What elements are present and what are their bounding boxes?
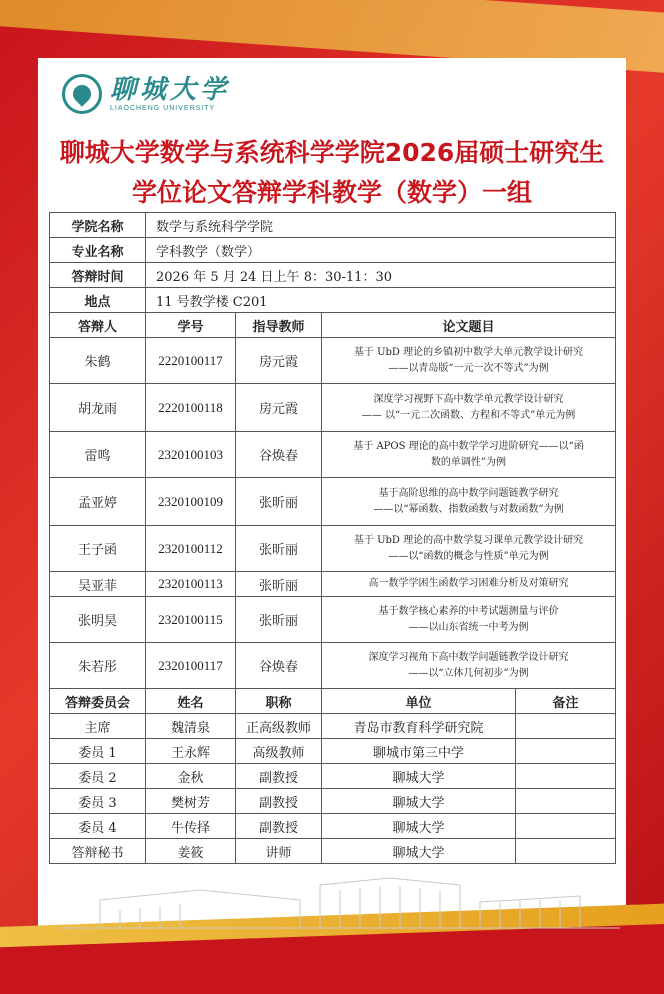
committee-header-row xyxy=(50,689,616,714)
committee-unit: 聊城大学 xyxy=(322,839,516,864)
topic-line1: 基于 APOS 理论的高中数学学习进阶研究——以“函 xyxy=(353,440,584,452)
topic-line1: 深度学习视角下高中数学问题链教学设计研究 xyxy=(368,651,569,663)
committee-note xyxy=(516,814,616,839)
university-logo xyxy=(62,74,230,114)
student-row xyxy=(50,478,616,526)
student-row xyxy=(50,572,616,597)
committee-note xyxy=(516,764,616,789)
topic-line2: ——以山东省统一中考为例 xyxy=(408,621,529,633)
info-label: 学院名称 xyxy=(50,213,146,238)
student-advisor: 张昕丽 xyxy=(236,526,322,572)
committee-note xyxy=(516,739,616,764)
student-id: 2320100112 xyxy=(146,526,236,572)
committee-name: 牛传择 xyxy=(146,814,236,839)
student-name: 王子函 xyxy=(50,526,146,572)
topic-line1: 高一数学学困生函数学习困难分析及对策研究 xyxy=(368,578,569,589)
student-name: 张明昊 xyxy=(50,597,146,643)
header-thesis-topic: 论文题目 xyxy=(322,313,616,338)
committee-unit: 聊城大学 xyxy=(322,814,516,839)
info-row xyxy=(50,238,616,263)
committee-role: 答辩秘书 xyxy=(50,839,146,864)
student-name: 胡龙雨 xyxy=(50,384,146,432)
committee-role: 主席 xyxy=(50,714,146,739)
header-committee-name: 姓名 xyxy=(146,689,236,714)
student-thesis-topic xyxy=(322,478,616,526)
student-advisor: 房元霞 xyxy=(236,384,322,432)
topic-line1: 基于 UbD 理论的高中数学复习课单元教学设计研究 xyxy=(353,534,584,546)
topic-line2: ——以青岛版“一元一次不等式”为例 xyxy=(388,362,549,374)
committee-name: 金秋 xyxy=(146,764,236,789)
topic-line2: ——以“函数的概念与性质”单元为例 xyxy=(388,550,549,562)
committee-row xyxy=(50,814,616,839)
info-value: 学科教学（数学） xyxy=(146,238,616,263)
info-row xyxy=(50,263,616,288)
page-title-line1: 聊城大学数学与系统科学学院2026届硕士研究生 xyxy=(59,138,605,167)
info-row xyxy=(50,288,616,313)
committee-note xyxy=(516,714,616,739)
header-student-id: 学号 xyxy=(146,313,236,338)
info-label: 专业名称 xyxy=(50,238,146,263)
committee-row xyxy=(50,714,616,739)
committee-role: 委员 4 xyxy=(50,814,146,839)
header-committee-role: 答辩委员会 xyxy=(50,689,146,714)
student-row xyxy=(50,597,616,643)
committee-role: 委员 3 xyxy=(50,789,146,814)
topic-line2: ——以“立体几何初步”为例 xyxy=(408,667,529,679)
info-value: 11 号教学楼 C201 xyxy=(146,288,616,313)
student-row xyxy=(50,432,616,478)
header-committee-title: 职称 xyxy=(236,689,322,714)
committee-unit: 聊城大学 xyxy=(322,764,516,789)
student-advisor: 谷焕春 xyxy=(236,643,322,689)
defense-schedule-table xyxy=(49,212,616,864)
info-label: 地点 xyxy=(50,288,146,313)
student-id: 2320100115 xyxy=(146,597,236,643)
student-name: 孟亚婷 xyxy=(50,478,146,526)
student-advisor: 张昕丽 xyxy=(236,597,322,643)
header-advisor: 指导教师 xyxy=(236,313,322,338)
student-thesis-topic xyxy=(322,384,616,432)
info-row xyxy=(50,213,616,238)
topic-line2: ——以“幂函数、指数函数与对数函数”为例 xyxy=(373,503,564,515)
committee-unit: 聊城大学 xyxy=(322,789,516,814)
committee-name: 王永辉 xyxy=(146,739,236,764)
student-advisor: 张昕丽 xyxy=(236,478,322,526)
student-row xyxy=(50,338,616,384)
topic-line2: —— 以“一元二次函数、方程和不等式”单元为例 xyxy=(361,409,576,421)
page-title-line2: 学位论文答辩学科教学（数学）一组 xyxy=(131,178,532,207)
committee-note xyxy=(516,839,616,864)
topic-line1: 深度学习视野下高中数学单元教学设计研究 xyxy=(373,393,564,405)
student-name: 朱鹤 xyxy=(50,338,146,384)
committee-row xyxy=(50,739,616,764)
header-student-name: 答辩人 xyxy=(50,313,146,338)
info-value: 2026 年 5 月 24 日上午 8：30-11：30 xyxy=(146,263,616,288)
committee-title: 正高级教师 xyxy=(236,714,322,739)
university-name-english: LIAOCHENG UNIVERSITY xyxy=(110,104,216,112)
student-thesis-topic xyxy=(322,643,616,689)
student-name: 雷鸣 xyxy=(50,432,146,478)
committee-role: 委员 1 xyxy=(50,739,146,764)
committee-note xyxy=(516,789,616,814)
student-name: 吴亚菲 xyxy=(50,572,146,597)
university-emblem-icon xyxy=(62,74,102,114)
campus-building-illustration xyxy=(60,870,620,930)
student-advisor: 张昕丽 xyxy=(236,572,322,597)
committee-title: 讲师 xyxy=(236,839,322,864)
student-advisor: 房元霞 xyxy=(236,338,322,384)
university-name: 聊城大学 xyxy=(110,74,231,105)
student-id: 2320100117 xyxy=(146,643,236,689)
committee-unit: 青岛市教育科学研究院 xyxy=(322,714,516,739)
committee-title: 副教授 xyxy=(236,789,322,814)
topic-line2: 数的单调性”为例 xyxy=(430,456,507,468)
student-id: 2320100109 xyxy=(146,478,236,526)
header-committee-note: 备注 xyxy=(516,689,616,714)
committee-name: 姜筱 xyxy=(146,839,236,864)
student-id: 2320100103 xyxy=(146,432,236,478)
committee-row xyxy=(50,764,616,789)
student-thesis-topic xyxy=(322,432,616,478)
student-name: 朱若彤 xyxy=(50,643,146,689)
student-advisor: 谷焕春 xyxy=(236,432,322,478)
student-thesis-topic xyxy=(322,597,616,643)
student-thesis-topic xyxy=(322,572,616,597)
committee-name: 魏清泉 xyxy=(146,714,236,739)
student-thesis-topic xyxy=(322,338,616,384)
info-value: 数学与系统科学学院 xyxy=(146,213,616,238)
student-row xyxy=(50,384,616,432)
student-row xyxy=(50,526,616,572)
committee-title: 副教授 xyxy=(236,814,322,839)
committee-row xyxy=(50,839,616,864)
topic-line1: 基于 UbD 理论的乡镇初中数学大单元教学设计研究 xyxy=(353,346,584,358)
student-id: 2220100118 xyxy=(146,384,236,432)
committee-title: 副教授 xyxy=(236,764,322,789)
student-thesis-topic xyxy=(322,526,616,572)
students-header-row xyxy=(50,313,616,338)
committee-role: 委员 2 xyxy=(50,764,146,789)
header-committee-unit: 单位 xyxy=(322,689,516,714)
committee-row xyxy=(50,789,616,814)
student-row xyxy=(50,643,616,689)
committee-title: 高级教师 xyxy=(236,739,322,764)
info-label: 答辩时间 xyxy=(50,263,146,288)
committee-unit: 聊城市第三中学 xyxy=(322,739,516,764)
student-id: 2220100117 xyxy=(146,338,236,384)
topic-line1: 基于高阶思维的高中数学问题链教学研究 xyxy=(378,487,559,499)
topic-line1: 基于数学核心素养的中考试题测量与评价 xyxy=(378,605,559,617)
student-id: 2320100113 xyxy=(146,572,236,597)
committee-name: 樊树芳 xyxy=(146,789,236,814)
